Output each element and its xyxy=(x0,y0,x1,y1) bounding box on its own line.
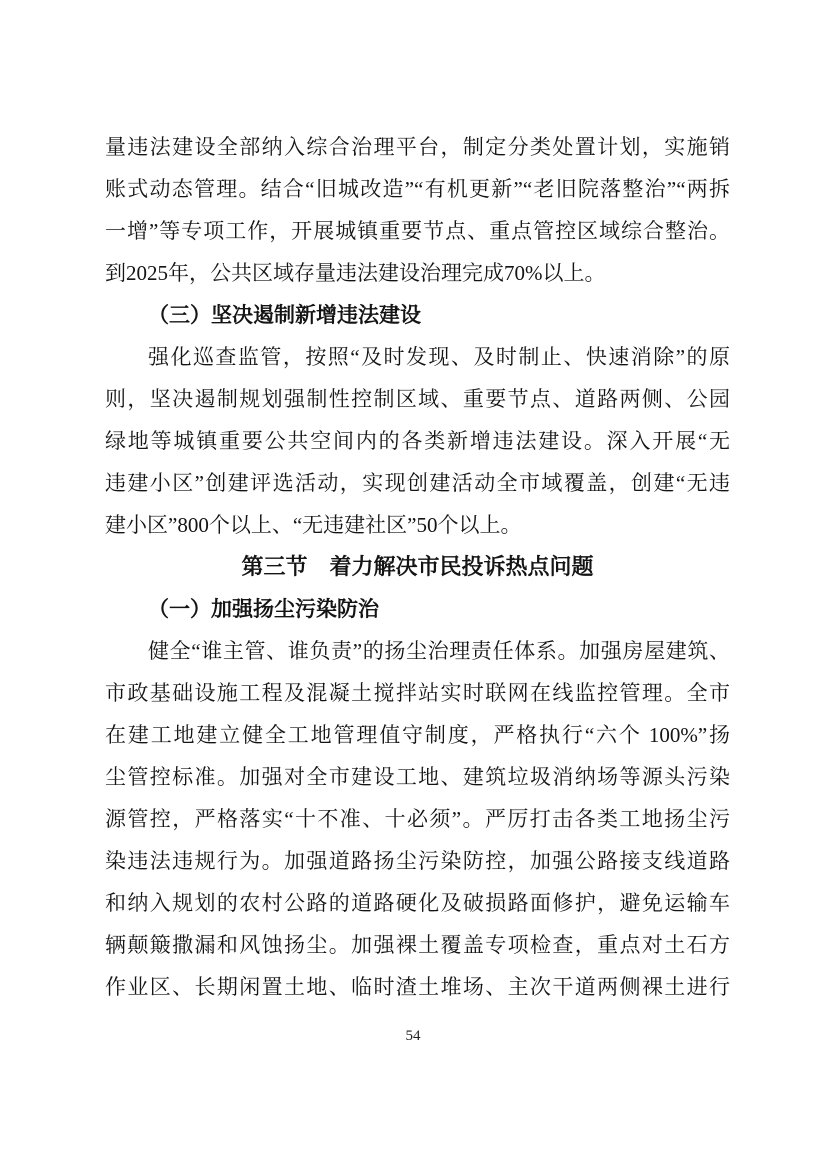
body-line: 健全“谁主管、谁负责”的扬尘治理责任体系。加强房屋建筑、 xyxy=(148,639,730,663)
body-line: 量违法建设全部纳入综合治理平台，制定分类处置计划，实施销 xyxy=(105,135,730,159)
page-number: 54 xyxy=(405,1028,421,1044)
body-line: 尘管控标准。加强对全市建设工地、建筑垃圾消纳场等源头污染 xyxy=(105,765,730,789)
section-title: 第三节 着力解决市民投诉热点问题 xyxy=(241,554,594,579)
body-line: 建小区”800个以上、“无违建社区”50个以上。 xyxy=(105,513,522,537)
body-line: 市政基础设施工程及混凝土搅拌站实时联网在线监控管理。全市 xyxy=(105,681,730,705)
body-line: 和纳入规划的农村公路的道路硬化及破损路面修护，避免运输车 xyxy=(105,891,730,915)
body-line: 辆颠簸撒漏和风蚀扬尘。加强裸土覆盖专项检查，重点对土石方 xyxy=(105,933,730,957)
body-line: 强化巡查监管，按照“及时发现、及时制止、快速消除”的原 xyxy=(148,345,730,369)
body-line: 绿地等城镇重要公共空间内的各类新增违法建设。深入开展“无 xyxy=(105,429,730,453)
body-line: 源管控，严格落实“十不准、十必须”。严厉打击各类工地扬尘污 xyxy=(105,807,730,831)
body-line: 在建工地建立健全工地管理值守制度，严格执行“六个 100%”扬 xyxy=(105,723,730,747)
body-line: 则，坚决遏制规划强制性控制区域、重要节点、道路两侧、公园 xyxy=(105,387,730,411)
subsection-heading-1: （一）加强扬尘污染防治 xyxy=(148,597,379,621)
body-line: 染违法违规行为。加强道路扬尘污染防控，加强公路接支线道路 xyxy=(105,849,730,873)
body-line: 违建小区”创建评选活动，实现创建活动全市域覆盖，创建“无违 xyxy=(105,471,730,495)
document-text-block xyxy=(105,126,730,1008)
subsection-heading-3: （三）坚决遏制新增违法建设 xyxy=(148,303,421,327)
body-line: 作业区、长期闲置土地、临时渣土堆场、主次干道两侧裸土进行 xyxy=(105,975,730,999)
body-line: 到2025年，公共区域存量违法建设治理完成70%以上。 xyxy=(105,261,606,285)
body-line: 一增”等专项工作，开展城镇重要节点、重点管控区域综合整治。 xyxy=(105,219,730,243)
body-line: 账式动态管理。结合“旧城改造”“有机更新”“老旧院落整治”“两拆 xyxy=(105,177,730,201)
